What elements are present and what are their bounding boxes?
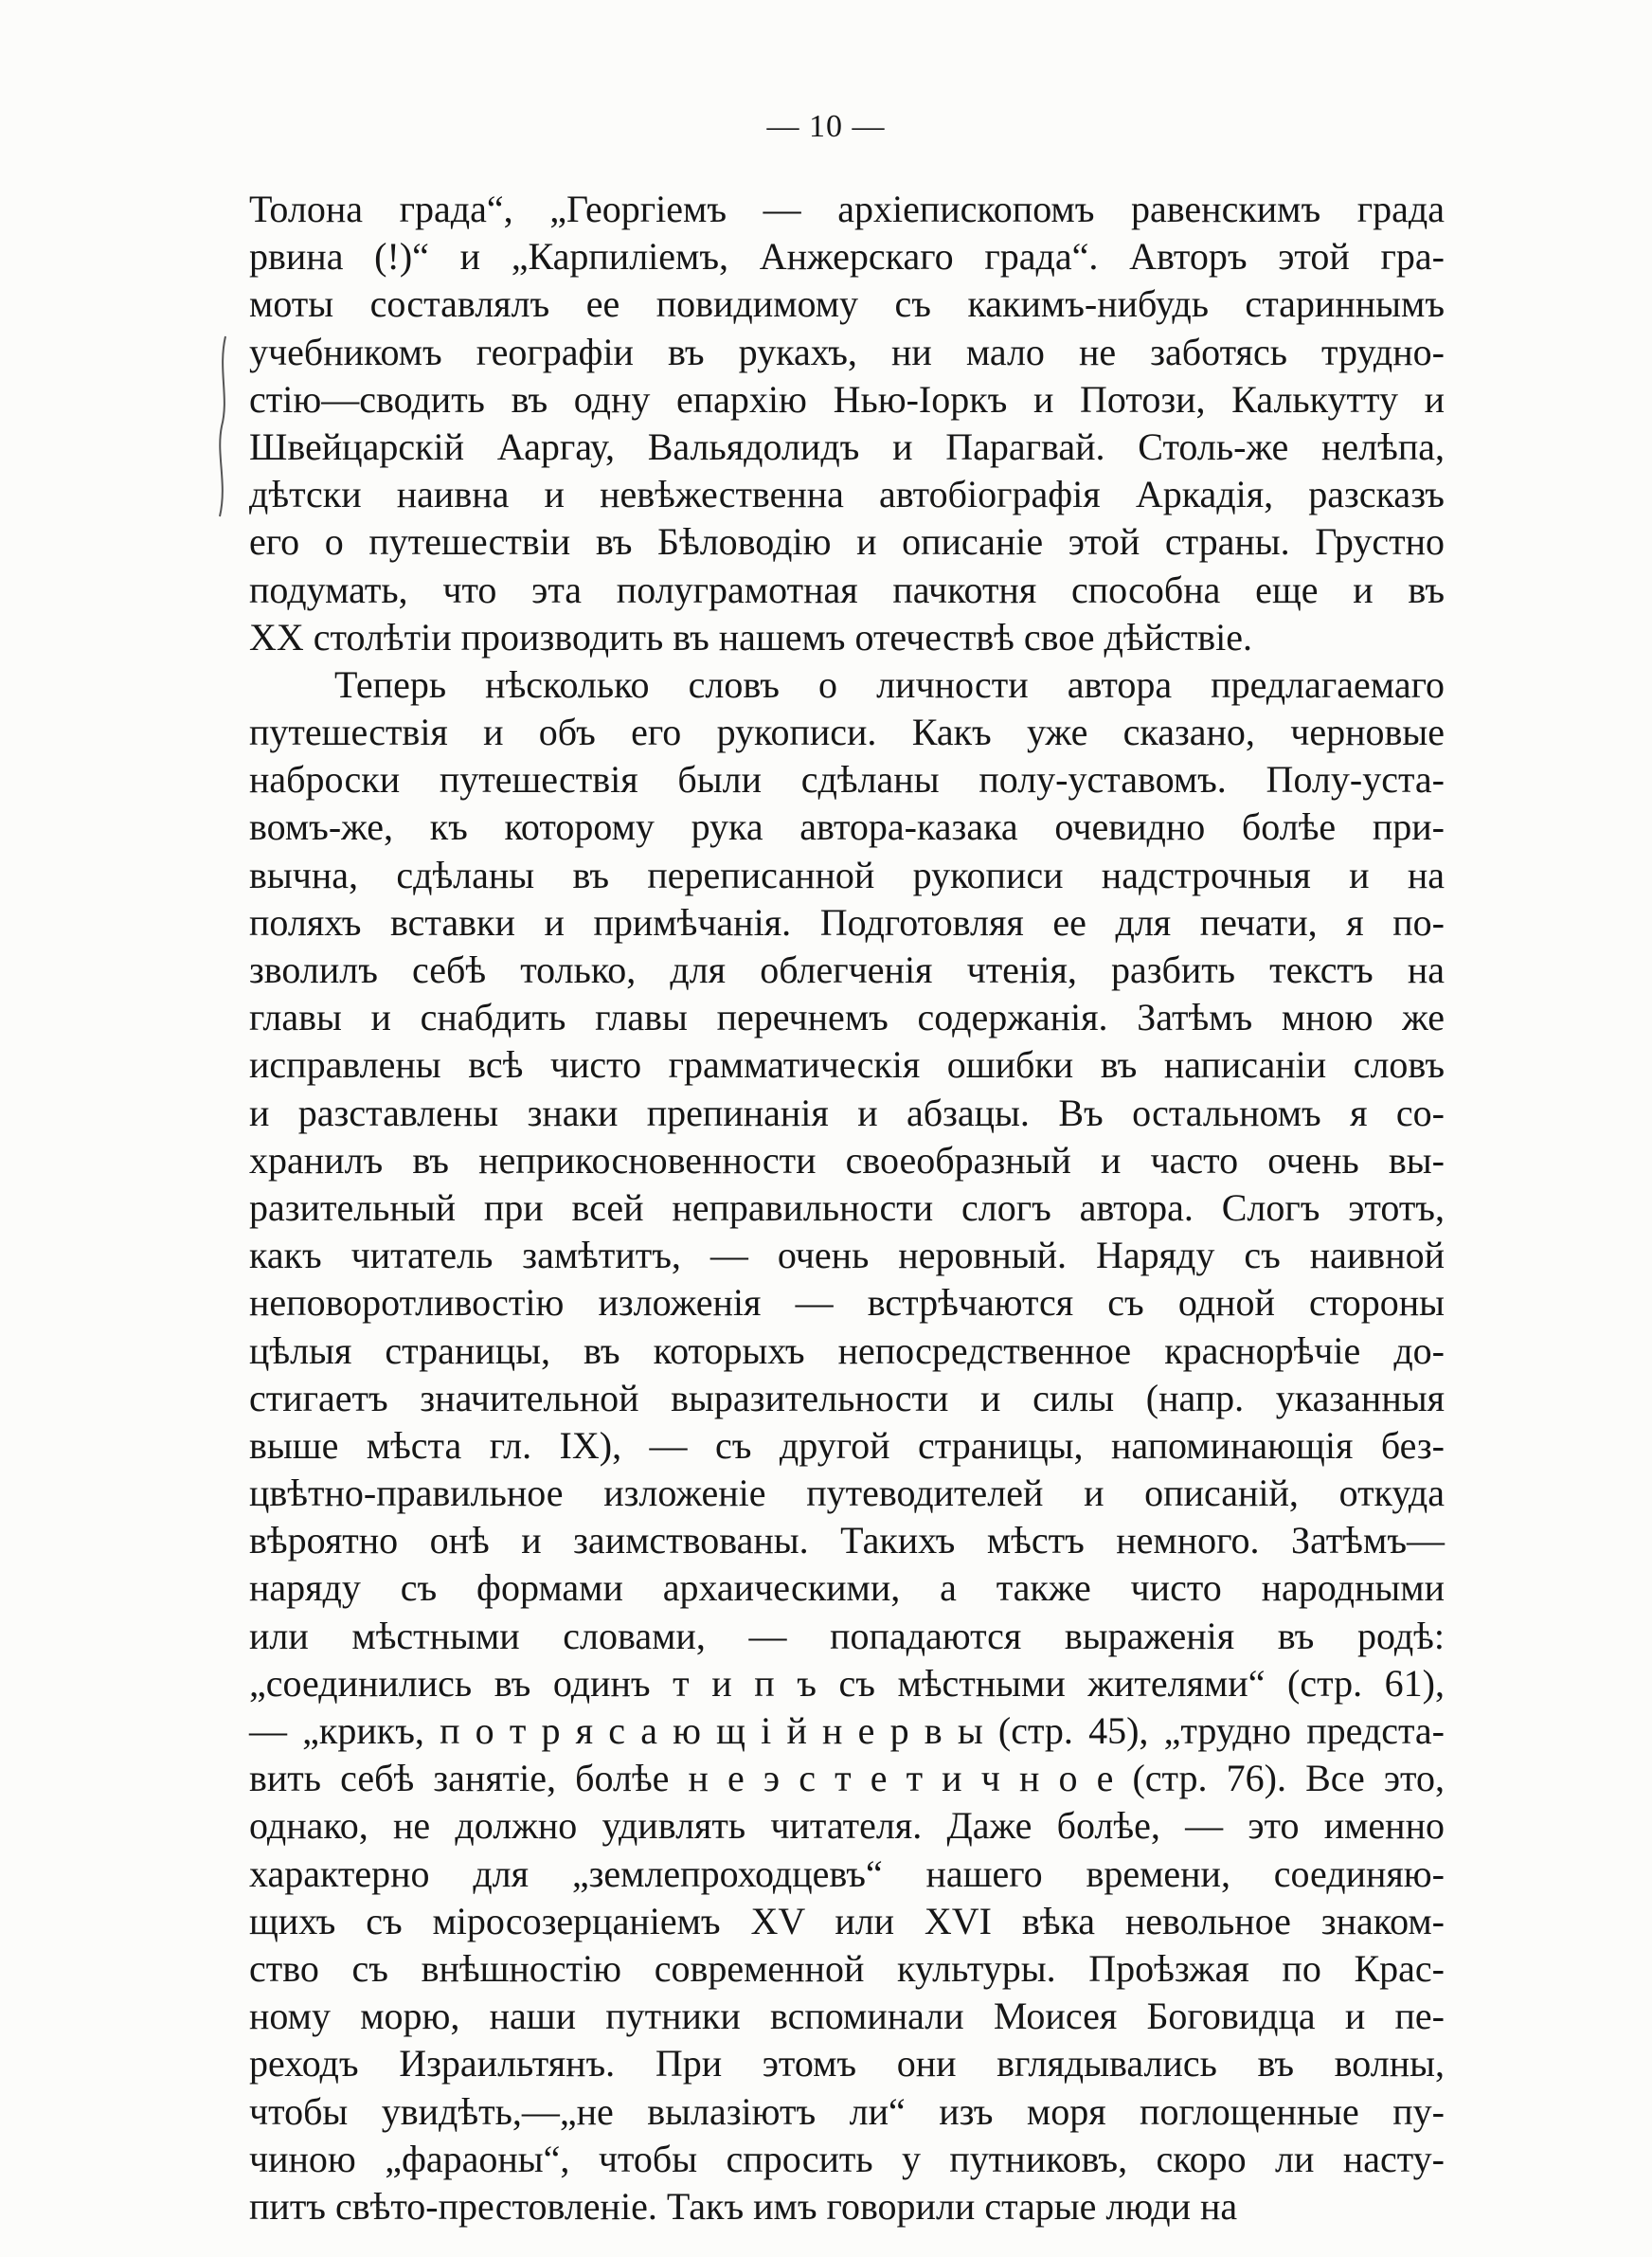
text-line: учебникомъ географіи въ рукахъ, ни мало не заботясь трудно-	[249, 330, 1445, 373]
text-line: исправлены всѣ чисто грамматическія ошибки въ написаніи словъ	[249, 1043, 1445, 1087]
text-line: наброски путешествія были сдѣланы полу-уставомъ. Полу-уста-	[249, 758, 1445, 802]
paragraph	[249, 661, 1445, 2230]
page-number: — 10 —	[766, 109, 886, 144]
text-line: рвина (!)“ и „Карпиліемъ, Анжерскаго града“. Авторъ этой гра-	[249, 235, 1445, 279]
text-line: XX столѣтіи производить въ нашемъ отечествѣ свое дѣйствіе.	[249, 615, 1252, 659]
text-line: вить себѣ занятіе, болѣе н е э с т е т и ч н о е (стр. 76). Все это,	[249, 1757, 1445, 1800]
text-line: главы и снабдить главы перечнемъ содержанія. Затѣмъ мною же	[249, 996, 1445, 1039]
text-line: моты составлялъ ее повидимому съ какимъ-нибудь стариннымъ	[249, 282, 1445, 326]
text-line: ство съ внѣшностію современной культуры. Проѣзжая по Крас-	[249, 1946, 1445, 1990]
text-line: Швейцарскій Ааргау, Вальядолидъ и Парагвай. Столь-же нелѣпа,	[249, 424, 1445, 468]
text-line: путешествія и объ его рукописи. Какъ уже сказано, черновые	[249, 711, 1445, 754]
text-line: вомъ-же, къ которому рука автора-казака очевидно болѣе при-	[249, 805, 1445, 849]
text-line: вычна, сдѣланы въ переписанной рукописи надстрочныя и на	[249, 853, 1445, 896]
text-line: чтобы увидѣть,—„не вылазіютъ ли“ изъ моря поглощенные пу-	[249, 2089, 1445, 2133]
margin-bracket-mark	[208, 332, 237, 521]
paragraph	[249, 186, 1445, 661]
text-line: дѣтски наивна и невѣжественна автобіографія Аркадія, разсказъ	[249, 473, 1445, 516]
text-line: или мѣстными словами, — попадаются выраженія въ родѣ:	[249, 1614, 1445, 1657]
text-line: и разставлены знаки препинанія и абзацы. Въ остальномъ я со-	[249, 1091, 1445, 1134]
body-text	[249, 186, 1445, 2230]
text-line: неповоротливостію изложенія — встрѣчаются съ одной стороны	[249, 1281, 1445, 1325]
text-line: стію—сводить въ одну епархію Нью-Іоркъ и Потози, Калькутту и	[249, 377, 1445, 421]
text-line: вѣроятно онѣ и заимствованы. Такихъ мѣстъ немного. Затѣмъ—	[249, 1519, 1445, 1562]
text-line: наряду съ формами архаическими, а также чисто народными	[249, 1566, 1445, 1610]
text-line: — „крикъ, п о т р я с а ю щ і й н е р в ы (стр. 45), „трудно предста-	[249, 1709, 1445, 1752]
text-line: Теперь нѣсколько словъ о личности автора предлагаемаго	[334, 662, 1445, 706]
text-line: поляхъ вставки и примѣчанія. Подготовляя ее для печати, я по-	[249, 900, 1445, 944]
text-line: какъ читатель замѣтитъ, — очень неровный. Наряду съ наивной	[249, 1234, 1445, 1277]
text-line: цвѣтно-правильное изложеніе путеводителей и описаній, откуда	[249, 1472, 1445, 1515]
text-line: Толона града“, „Георгіемъ — архіепископомъ равенскимъ града	[249, 188, 1445, 230]
text-line: чиною „фараоны“, чтобы спросить у путниковъ, скоро ли насту-	[249, 2137, 1445, 2180]
text-line: однако, не должно удивлять читателя. Даже болѣе, — это именно	[249, 1804, 1445, 1848]
text-line: выше мѣста гл. IX), — съ другой страницы, напоминающія без-	[249, 1423, 1445, 1467]
text-line: разительный при всей неправильности слогъ автора. Слогъ этотъ,	[249, 1185, 1445, 1229]
text-line: реходъ Израильтянъ. При этомъ они вглядывались въ волны,	[249, 2042, 1445, 2085]
text-line: стигаетъ значительной выразительности и силы (напр. указанныя	[249, 1376, 1445, 1419]
text-line: зволилъ себѣ только, для облегченія чтенія, разбить текстъ на	[249, 948, 1445, 991]
text-line: характерно для „землепроходцевъ“ нашего времени, соединяю-	[249, 1851, 1445, 1895]
text-line: щихъ съ міросозерцаніемъ XV или XVI вѣка невольное знаком-	[249, 1899, 1445, 1942]
text-line: „соединились въ одинъ т и п ъ съ мѣстными жителями“ (стр. 61),	[249, 1661, 1445, 1705]
text-line: ному морю, наши путники вспоминали Моисея Боговидца и пе-	[249, 1995, 1445, 2038]
text-line: питъ свѣто-престовленіе. Такъ имъ говорили старые люди на	[249, 2184, 1238, 2228]
text-line: хранилъ въ неприкосновенности своеобразный и часто очень вы-	[249, 1138, 1445, 1182]
text-line: подумать, что эта полуграмотная пачкотня способна еще и въ	[249, 568, 1445, 611]
text-line: его о путешествіи въ Бѣловодію и описаніе этой страны. Грустно	[249, 520, 1445, 564]
text-line: цѣлыя страницы, въ которыхъ непосредственное краснорѣчіе до-	[249, 1328, 1445, 1372]
